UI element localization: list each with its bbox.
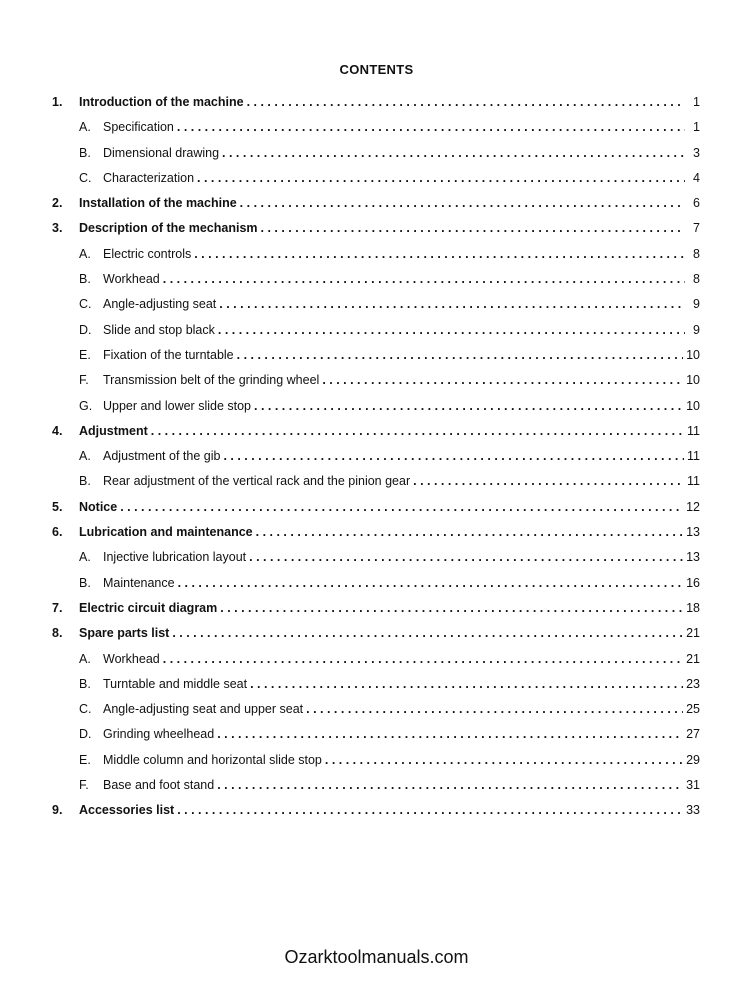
dot-leader: [222, 146, 685, 160]
entry-letter: A.: [79, 651, 91, 666]
toc-entry: [52, 803, 700, 828]
toc-entry: [52, 576, 700, 601]
entry-title: Middle column and horizontal slide stop: [103, 752, 322, 767]
entry-page-number: 21: [686, 651, 700, 666]
entry-title: Rear adjustment of the vertical rack and the pinion gear: [103, 474, 411, 489]
entry-title: Maintenance: [103, 575, 175, 590]
toc-entry: [52, 702, 700, 727]
entry-title: Characterization: [103, 170, 195, 185]
entry-letter: B.: [79, 676, 91, 691]
entry-letter: D.: [79, 727, 92, 742]
entry-title: Workhead: [103, 651, 160, 666]
entry-page-number: 3: [693, 145, 700, 160]
toc-entry: [52, 778, 700, 803]
entry-title: Upper and lower slide stop: [103, 398, 251, 413]
entry-title: Notice: [79, 499, 118, 514]
entry-title: Workhead: [103, 272, 160, 287]
entry-number: 3.: [52, 221, 63, 236]
toc-entry: [52, 424, 700, 449]
entry-page-number: 31: [686, 778, 700, 793]
contents-title: CONTENTS: [339, 62, 414, 77]
dot-leader: [217, 727, 683, 741]
dot-leader: [413, 474, 684, 488]
dot-leader: [325, 753, 683, 767]
dot-leader: [220, 601, 683, 615]
dot-leader: [163, 652, 683, 666]
entry-page-number: 7: [693, 221, 700, 236]
entry-number: 5.: [52, 499, 63, 514]
toc-entry: [52, 601, 700, 626]
toc-entry: [52, 652, 700, 677]
dot-leader: [322, 373, 683, 387]
entry-page-number: 1: [693, 95, 700, 109]
toc-entry: [52, 95, 700, 120]
toc-entry: [52, 120, 700, 145]
entry-title: Grinding wheelhead: [103, 727, 215, 742]
table-of-contents: [52, 95, 700, 829]
toc-entry: [52, 196, 700, 221]
entry-letter: B.: [79, 474, 91, 489]
dot-leader: [172, 626, 683, 640]
toc-entry: [52, 474, 700, 499]
entry-page-number: 11: [687, 474, 700, 489]
entry-page-number: 10: [686, 398, 700, 413]
entry-title: Adjustment: [79, 423, 148, 438]
dot-leader: [256, 525, 683, 539]
entry-title: Dimensional drawing: [103, 145, 220, 160]
entry-number: 1.: [52, 95, 63, 109]
entry-letter: A.: [79, 246, 91, 261]
entry-page-number: 10: [686, 373, 700, 388]
entry-page-number: 18: [686, 600, 700, 615]
toc-entry: [52, 373, 700, 398]
entry-page-number: 16: [686, 575, 700, 590]
toc-entry: [52, 297, 700, 322]
entry-title: Fixation of the turntable: [103, 347, 234, 362]
entry-title: Spare parts list: [79, 626, 170, 641]
entry-page-number: 4: [693, 170, 700, 185]
dot-leader: [223, 449, 684, 463]
dot-leader: [249, 550, 683, 564]
entry-letter: C.: [79, 297, 92, 312]
entry-page-number: 10: [686, 347, 700, 362]
entry-page-number: 25: [686, 702, 700, 717]
entry-title: Angle-adjusting seat: [103, 297, 217, 312]
entry-page-number: 12: [686, 499, 700, 514]
entry-number: 4.: [52, 423, 63, 438]
entry-number: 6.: [52, 525, 63, 540]
dot-leader: [217, 778, 683, 792]
entry-letter: F.: [79, 778, 89, 793]
dot-leader: [247, 95, 685, 109]
dot-leader: [177, 120, 685, 134]
toc-entry: [52, 348, 700, 373]
toc-entry: [52, 323, 700, 348]
entry-letter: C.: [79, 170, 92, 185]
entry-page-number: 1: [693, 120, 700, 135]
toc-entry: [52, 399, 700, 424]
entry-letter: C.: [79, 702, 92, 717]
dot-leader: [237, 348, 683, 362]
toc-entry: [52, 626, 700, 651]
entry-page-number: 33: [686, 803, 700, 818]
entry-title: Slide and stop black: [103, 322, 215, 337]
toc-entry: [52, 449, 700, 474]
dot-leader: [218, 323, 685, 337]
footer-watermark: Ozarktoolmanuals.com: [284, 947, 469, 967]
entry-title: Lubrication and maintenance: [79, 525, 253, 540]
toc-entry: [52, 525, 700, 550]
dot-leader: [120, 500, 683, 514]
dot-leader: [250, 677, 683, 691]
entry-page-number: 9: [693, 297, 700, 312]
toc-entry: [52, 221, 700, 246]
entry-number: 9.: [52, 803, 63, 818]
dot-leader: [306, 702, 683, 716]
entry-title: Specification: [103, 120, 174, 135]
entry-letter: G.: [79, 398, 93, 413]
entry-page-number: 29: [686, 752, 700, 767]
entry-title: Angle-adjusting seat and upper seat: [103, 702, 304, 717]
toc-entry: [52, 550, 700, 575]
toc-entry: [52, 171, 700, 196]
entry-letter: F.: [79, 373, 89, 388]
entry-letter: A.: [79, 449, 91, 464]
entry-page-number: 13: [686, 550, 700, 565]
dot-leader: [261, 221, 685, 235]
dot-leader: [151, 424, 684, 438]
entry-title: Base and foot stand: [103, 778, 215, 793]
entry-page-number: 8: [693, 246, 700, 261]
entry-title: Accessories list: [79, 803, 175, 818]
entry-letter: B.: [79, 575, 91, 590]
entry-number: 7.: [52, 600, 63, 615]
entry-title: Adjustment of the gib: [103, 449, 221, 464]
entry-page-number: 9: [693, 322, 700, 337]
dot-leader: [163, 272, 685, 286]
toc-entry: [52, 677, 700, 702]
entry-page-number: 11: [687, 449, 700, 464]
entry-page-number: 21: [686, 626, 700, 641]
toc-entry: [52, 500, 700, 525]
entry-page-number: 11: [687, 423, 700, 438]
entry-title: Description of the mechanism: [79, 221, 258, 236]
entry-page-number: 8: [693, 272, 700, 287]
toc-entry: [52, 753, 700, 778]
entry-title: Electric controls: [103, 246, 192, 261]
dot-leader: [254, 399, 683, 413]
entry-page-number: 27: [686, 727, 700, 742]
entry-title: Transmission belt of the grinding wheel: [103, 373, 320, 388]
dot-leader: [219, 297, 685, 311]
dot-leader: [240, 196, 685, 210]
entry-title: Installation of the machine: [79, 196, 237, 211]
entry-page-number: 6: [693, 196, 700, 211]
entry-letter: A.: [79, 120, 91, 135]
toc-entry: [52, 247, 700, 272]
entry-letter: B.: [79, 272, 91, 287]
entry-title: Injective lubrication layout: [103, 550, 247, 565]
entry-title: Turntable and middle seat: [103, 676, 248, 691]
entry-page-number: 23: [686, 676, 700, 691]
dot-leader: [197, 171, 685, 185]
entry-letter: A.: [79, 550, 91, 565]
dot-leader: [194, 247, 685, 261]
entry-letter: E.: [79, 752, 91, 767]
toc-entry: [52, 146, 700, 171]
entry-letter: D.: [79, 322, 92, 337]
dot-leader: [178, 576, 684, 590]
entry-letter: E.: [79, 347, 91, 362]
entry-number: 8.: [52, 626, 63, 641]
entry-title: Introduction of the machine: [79, 95, 244, 109]
toc-entry: [52, 727, 700, 752]
dot-leader: [177, 803, 683, 817]
entry-number: 2.: [52, 196, 63, 211]
entry-letter: B.: [79, 145, 91, 160]
entry-page-number: 13: [686, 525, 700, 540]
entry-title: Electric circuit diagram: [79, 600, 218, 615]
toc-entry: [52, 272, 700, 297]
